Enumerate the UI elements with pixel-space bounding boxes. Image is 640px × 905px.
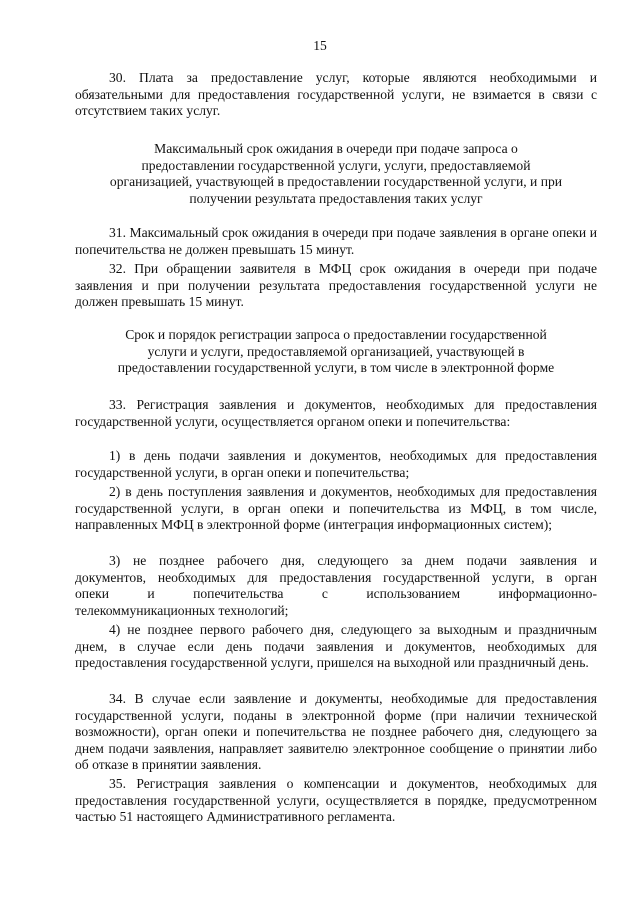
heading-registration	[75, 327, 597, 377]
paragraph-33-item-1	[75, 448, 597, 481]
heading-waiting-time-line: предоставлении государственной услуги, услуги, предоставляемой	[141, 157, 531, 173]
paragraph-33-item-4	[75, 622, 597, 672]
paragraph-33-item-2-text: 2) в день поступления заявления и документов, необходимых для предоставления государственной услуги, в орган опеки и попечительства из МФЦ, в том числе, направленных МФЦ в электронной форме (интеграция информационных систем);	[75, 484, 597, 532]
heading-registration-line: услуги и услуги, предоставляемой организацией, участвующей в	[147, 343, 525, 359]
paragraph-33-item-3-line: документов, необходимых для предоставления государственной услуги, в орган	[75, 569, 597, 585]
paragraph-34-text: 34. В случае если заявление и документы, необходимые для предоставления государственной услуги, поданы в электронной форме (при наличии технической возможности), орган опеки и попечительства не позднее рабочего дня, следующего за днем подачи заявления, направляет заявителю электронное сообщение о принятии либо об отказе в принятии заявления.	[75, 691, 597, 772]
paragraph-33-text: 33. Регистрация заявления и документов, необходимых для предоставления государственной услуги, осуществляется органом опеки и попечительства:	[75, 397, 597, 429]
paragraph-33-item-1-text: 1) в день подачи заявления и документов, необходимых для предоставления государственной услуги, в орган опеки и попечительства;	[75, 448, 597, 480]
paragraph-33	[75, 397, 597, 430]
paragraph-32-text: 32. При обращении заявителя в МФЦ срок ожидания в очереди при подаче заявления и при получении результата предоставления государственной услуги не должен превышать 15 минут.	[75, 261, 597, 309]
paragraph-32	[75, 261, 597, 311]
paragraph-33-item-4-text: 4) не позднее первого рабочего дня, следующего за выходным и праздничным днем, в случае если день подачи заявления и документов, необходимых для предоставления государственной услуги, пришелся на выходной или праздничный день.	[75, 622, 597, 670]
paragraph-33-item-2	[75, 484, 597, 534]
paragraph-35	[75, 776, 597, 826]
heading-waiting-time	[75, 141, 597, 207]
heading-waiting-time-line: Максимальный срок ожидания в очереди при подаче запроса о	[154, 141, 518, 156]
heading-registration-line: Срок и порядок регистрации запроса о предоставлении государственной	[125, 327, 547, 342]
paragraph-31-text: 31. Максимальный срок ожидания в очереди при подаче заявления в органе опеки и попечительства не должен превышать 15 минут.	[75, 225, 597, 257]
paragraph-33-item-3-line: 3) не позднее рабочего дня, следующего за днем подачи заявления и	[109, 553, 597, 568]
paragraph-30	[75, 70, 597, 120]
heading-waiting-time-line: получении результата предоставления таких услуг	[189, 190, 483, 206]
heading-waiting-time-line: организацией, участвующей в предоставлении государственной услуги, и при	[109, 174, 563, 189]
heading-registration-line: предоставлении государственной услуги, в том числе в электронной форме	[117, 360, 555, 375]
paragraph-33-item-3	[75, 553, 597, 619]
paragraph-33-item-3-line: телекоммуникационных технологий;	[75, 602, 289, 618]
paragraph-33-item-3-line: опеки и попечительства с использованием информационно-	[75, 586, 597, 601]
page-number: 15	[313, 38, 327, 53]
paragraph-34	[75, 691, 597, 774]
paragraph-35-text: 35. Регистрация заявления о компенсации и документов, необходимых для предоставления государственной услуги, осуществляется в порядке, предусмотренном частью 51 настоящего Административного регламента.	[75, 776, 597, 824]
paragraph-31	[75, 225, 597, 258]
paragraph-30-text: 30. Плата за предоставление услуг, которые являются необходимыми и обязательными для предоставления государственной услуги, не взимается в связи с отсутствием таких услуг.	[75, 70, 597, 118]
